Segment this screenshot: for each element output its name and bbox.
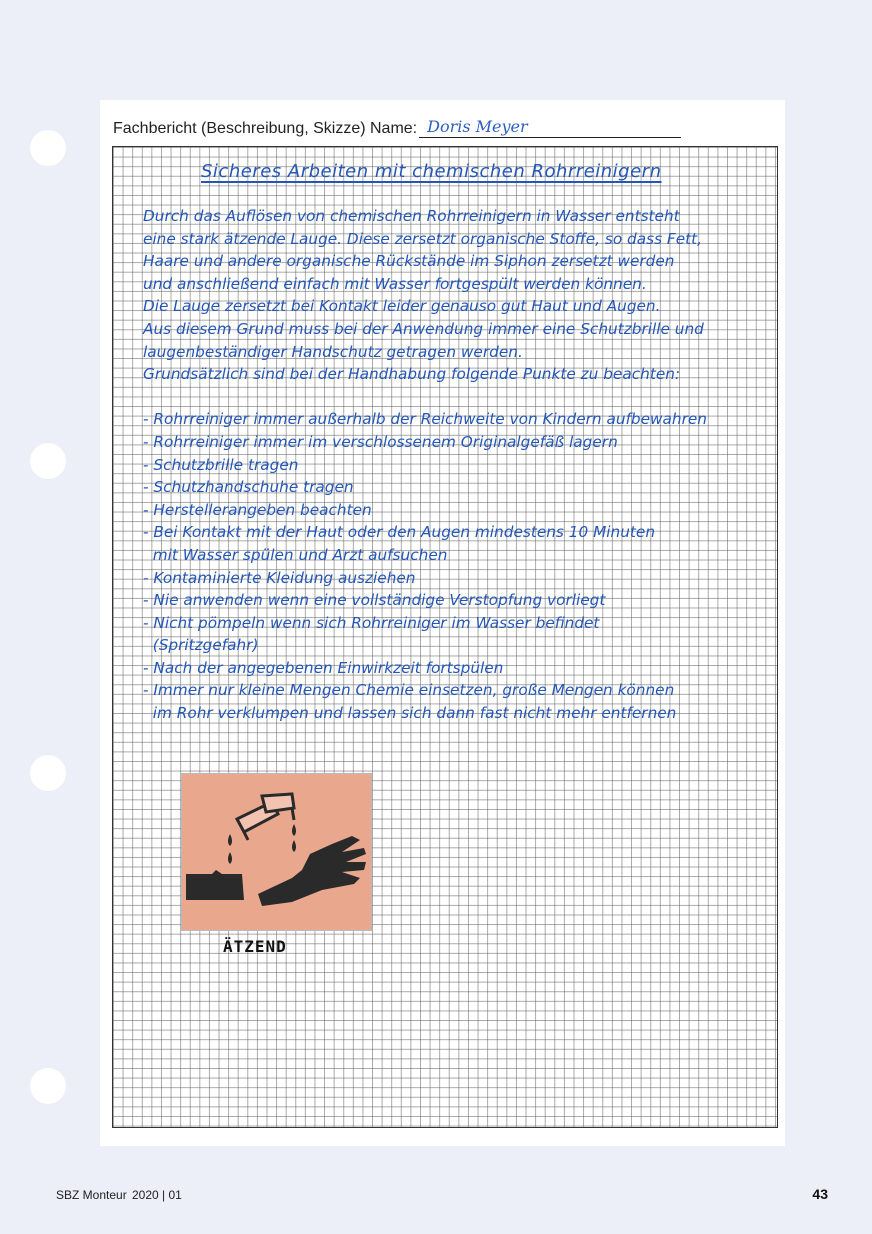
header-label: Fachbericht (Beschreibung, Skizze) Name:: [113, 120, 418, 137]
report-title: Sicheres Arbeiten mit chemischen Rohrreinigern: [201, 161, 662, 182]
text-line: Grundsätzlich sind bei der Handhabung folgende Punkte zu beachten:: [143, 365, 681, 384]
bullet-line: - Immer nur kleine Mengen Chemie einsetzen, große Mengen können: [143, 681, 675, 700]
grid-paper: [112, 146, 778, 1128]
bullet-line: - Herstellerangeben beachten: [143, 500, 372, 519]
bullet-line: - Schutzbrille tragen: [143, 455, 299, 474]
text-line: Die Lauge zersetzt bei Kontakt leider genauso gut Haut und Augen.: [143, 297, 661, 316]
bullet-line: - Kontaminierte Kleidung ausziehen: [143, 568, 416, 587]
punch-hole: [30, 443, 66, 479]
punch-hole: [30, 755, 66, 791]
bullet-line: im Rohr verklumpen und lassen sich dann fast nicht mehr entfernen: [143, 704, 677, 723]
name-value: Doris Meyer: [427, 117, 528, 136]
text-line: laugenbeständiger Handschutz getragen werden.: [143, 342, 523, 361]
bullet-line: - Schutzhandschuhe tragen: [143, 478, 354, 497]
bullet-line: - Nie anwenden wenn eine vollständige Verstopfung vorliegt: [143, 591, 606, 610]
bullet-line: - Rohrreiniger immer im verschlossenem Originalgefäß lagern: [143, 432, 618, 451]
punch-hole: [30, 1068, 66, 1104]
corroded-surface: [186, 870, 244, 900]
sketch-caption: ÄTZEND: [223, 937, 287, 956]
corrosive-hazard-sketch: [181, 773, 372, 931]
punch-hole: [30, 130, 66, 166]
report-header: [113, 117, 681, 138]
page-number: 43: [812, 1186, 828, 1202]
blank-line: [143, 386, 707, 409]
report-body: [143, 205, 707, 725]
bullet-line: - Rohrreiniger immer außerhalb der Reichweite von Kindern aufbewahren: [143, 410, 708, 429]
worksheet: [100, 100, 785, 1146]
publication-name: SBZ Monteur: [56, 1188, 127, 1202]
issue-number: 2020 | 01: [132, 1188, 182, 1202]
corroded-hand: [258, 836, 366, 906]
bullet-line: - Nach der angegebenen Einwirkzeit fortspülen: [143, 658, 504, 677]
bullet-line: (Spritzgefahr): [143, 636, 259, 655]
footer-publication: [56, 1188, 127, 1202]
bullet-line: - Bei Kontakt mit der Haut oder den Augen mindestens 10 Minuten: [143, 523, 656, 542]
bullet-line: mit Wasser spülen und Arzt aufsuchen: [143, 545, 448, 564]
footer-issue: [132, 1188, 182, 1202]
text-line: eine stark ätzende Lauge. Diese zersetzt organische Stoffe, so dass Fett,: [143, 229, 703, 248]
text-line: Durch das Auflösen von chemischen Rohrreinigern in Wasser entsteht: [143, 207, 680, 225]
text-line: Aus diesem Grund muss bei der Anwendung immer eine Schutzbrille und: [143, 319, 704, 338]
drop-left: [228, 834, 232, 846]
drop-right: [292, 824, 296, 836]
text-line: und anschließend einfach mit Wasser fortgespült werden können.: [143, 274, 647, 293]
name-field: [419, 117, 681, 138]
bullet-line: - Nicht pömpeln wenn sich Rohrreiniger im Wasser befindet: [143, 613, 600, 632]
corrosive-hazard-icon: [182, 774, 371, 930]
text-line: Haare und andere organische Rückstände im Siphon zersetzt werden: [143, 252, 675, 271]
